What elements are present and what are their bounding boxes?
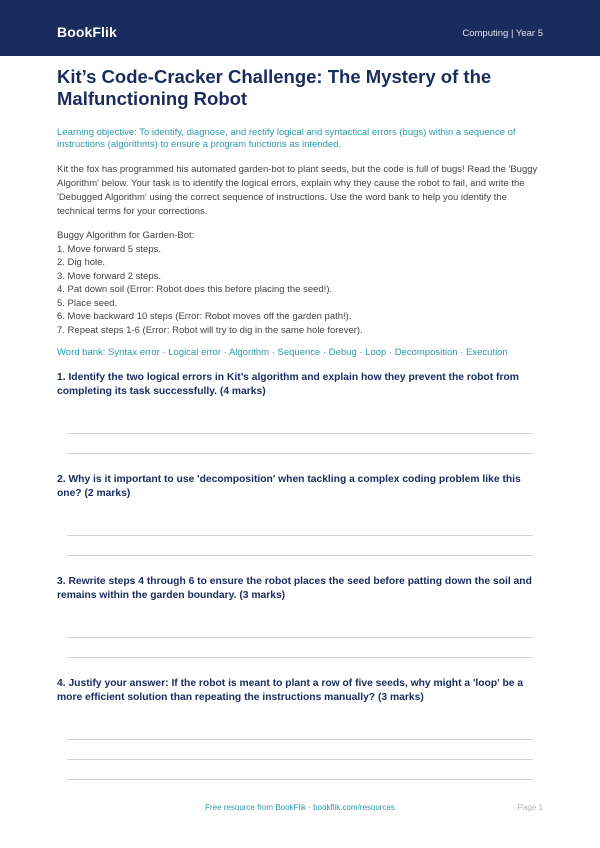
answer-line[interactable]	[67, 657, 533, 658]
word-bank: Word bank: Syntax error · Logical error · Algorithm · Sequence · Debug · Loop · Decomposition · Execution	[57, 347, 508, 358]
subject-label: Computing | Year 5	[462, 28, 543, 39]
question-2: 2. Why is it important to use 'decomposition' when tackling a complex coding problem like this one? (2 marks)	[57, 474, 521, 499]
answer-line[interactable]	[67, 739, 533, 740]
brand-logo[interactable]: BookFlik	[57, 24, 117, 40]
algorithm-step: 5. Place seed.	[57, 297, 118, 309]
worksheet-body	[57, 66, 544, 359]
question-3: 3. Rewrite steps 4 through 6 to ensure the robot places the seed before patting down the soil and remains within the garden boundary. (3 marks)	[57, 576, 532, 601]
intro-paragraph: Kit the fox has programmed his automated garden-bot to plant seeds, but the code is full of bugs! Read the 'Buggy Algorithm' below. Your task is to identify the logical errors, explain why they cause the robot to fail, and write the 'Debugged Algorithm' using the correct sequence of instructions. Use the word bank to help you identify the technical terms for your corrections.	[57, 164, 538, 217]
algorithm-title: Buggy Algorithm for Garden-Bot:	[57, 230, 195, 241]
algorithm-step: 2. Dig hole.	[57, 257, 106, 268]
answer-line[interactable]	[67, 433, 533, 434]
algorithm-step: 6. Move backward 10 steps (Error: Robot moves off the garden path!).	[57, 311, 352, 322]
page-title: Kit’s Code-Cracker Challenge: The Mystery of the Malfunctioning Robot	[57, 66, 492, 109]
algorithm-step: 7. Repeat steps 1-6 (Error: Robot will try to dig in the same hole forever).	[57, 324, 363, 336]
answer-line[interactable]	[67, 453, 533, 454]
answer-line[interactable]	[67, 779, 533, 780]
page-number: Page 1	[517, 803, 543, 812]
algorithm-steps	[57, 243, 544, 338]
answer-line[interactable]	[67, 555, 533, 556]
algorithm-step: 3. Move forward 2 steps.	[57, 270, 162, 282]
algorithm-step: 1. Move forward 5 steps.	[57, 243, 162, 255]
algorithm-step: 4. Pat down soil (Error: Robot does this before placing the seed!).	[57, 284, 333, 295]
footer-resource-link[interactable]: Free resource from BookFlik · bookflik.com/resources	[205, 803, 395, 812]
learning-objective: Learning objective: To identify, diagnose, and rectify logical and syntactical errors (bugs) within a sequence of instructions (algorithms) to ensure a program functions as intended.	[57, 127, 516, 150]
answer-line[interactable]	[67, 535, 533, 536]
answer-line[interactable]	[67, 759, 533, 760]
answer-line[interactable]	[67, 637, 533, 638]
question-1: 1. Identify the two logical errors in Kit’s algorithm and explain how they prevent the robot from completing its task successfully. (4 marks)	[57, 372, 519, 397]
question-4: 4. Justify your answer: If the robot is meant to plant a row of five seeds, why might a 'loop' be a more efficient solution than repeating the instructions manually? (3 marks)	[57, 678, 524, 703]
page-header	[0, 0, 600, 56]
